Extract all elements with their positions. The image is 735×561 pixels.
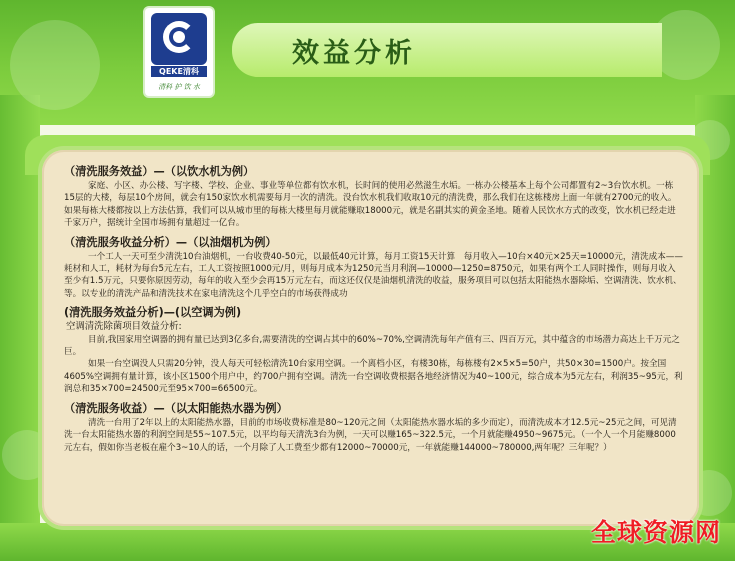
section-paragraph: 目前,我国家用空调器的拥有量已达到3亿多台,需要清洗的空调占其中的60%~70%,空调清洗每年产值有三、四百万元，其中蕴含的市场潜力高达上千万元之巨。 [64, 334, 680, 358]
page-title: 效益分析 [292, 38, 416, 69]
company-logo [145, 8, 213, 96]
section-heading: （清洗服务收益）—（以太阳能热水器为例） [64, 401, 288, 415]
section-water-dispenser [64, 164, 684, 230]
section-subheading: 空调清洗除菌项目效益分析: [66, 321, 182, 333]
section-paragraph: 一个工人一天可至少清洗10台油烟机，一台收费40-50元，以最低40元计算，每月工资15天计算 每月收入—10台×40元×25天=10000元，清洗成本——耗材和人工，耗材为每台5元左右，工人工资按照1000元/月，则每月成本为1250元当月利润—10000—1250=8750元，如果有两个工人同时操作，则每月收入至少有1.5万元，只要你原因劳动，每年的收入至少会再15万元左右，而这还仅仅是油烟机清洗的收益，服务项目可以包括太阳能热水器除垢、空调清洗、饮水机、等。以专业的清洗产品和清洗技术在家电清洗这个几乎空白的市场获得成功 [64, 251, 683, 299]
section-range-hood [64, 235, 684, 301]
decorative-bubble [10, 20, 100, 110]
section-heading: （清洗服务效益）—（以饮水机为例） [64, 165, 255, 178]
title-bar [232, 23, 662, 77]
section-paragraph: 清洗一台用了2年以上的太阳能热水器，目前的市场收费标准是80~120元之间（太阳能热水器水垢的多少而定），而清洗成本才12.5元~25元之间，可见清洗一台太阳能热水器的利润空间是55~107.5元，以平均每天清洗3台为例，一天可以赚165~322.5元，一个月就能赚4950~9675元。（一个人一个月能赚8000元左右，假如你当老板在雇个3~10人的话，一个月除了人工费至少都有12000~70000元，一年就能赚144000~780000,两年呢？三年呢？） [64, 417, 677, 453]
content-text [64, 164, 684, 459]
section-paragraph: 家庭、小区、办公楼、写字楼、学校、企业、事业等单位都有饮水机，长时间的使用必然滋生水垢。一栋办公楼基本上每个公司都置有2~3台饮水机。一栋15层的大楼，每层10个房间，就会有150家饮水机需要每月一次的清洗。没台饮水机我们收取10元的清洗费，那么我们在这栋楼房上面一年就有2700元的收入。如果每栋大楼都按以上方法估算，我们可以从城市里的每栋大楼里每月就能赚取18000元，就是名副其实的黄金圣地。随着人民饮水方式的改变，饮水机已经走进千家万户，据统计全国市场拥有量超过一亿台。 [64, 181, 677, 229]
section-paragraph: 如果一台空调没人只需20分钟，没人每天可轻松清洗10台家用空调。一个离档小区，有楼30栋，每栋楼有2×5×5=50户，共50×30=1500户。按全国4605%空调拥有量计算，该小区1500个用户中，约700户拥有空调。清洗一台空调收费根据各地经济情况为40~100元，综合成本为5元左右，利润35~95元，利润总和35×700=24500元至95×700=66500元。 [64, 359, 683, 395]
section-air-conditioner [64, 305, 684, 395]
logo-slogan: 清科 护 饮 水 [158, 83, 200, 91]
section-solar-heater [64, 401, 684, 454]
section-heading: (清洗服务效益分析)—(以空调为例) [64, 306, 242, 320]
section-heading: （清洗服务收益分析）—（以油烟机为例） [64, 235, 277, 249]
logo-mark-icon [151, 13, 207, 65]
logo-brand-text: QEKE清科 [151, 66, 207, 77]
watermark-text: 全球资源网 [590, 518, 721, 547]
